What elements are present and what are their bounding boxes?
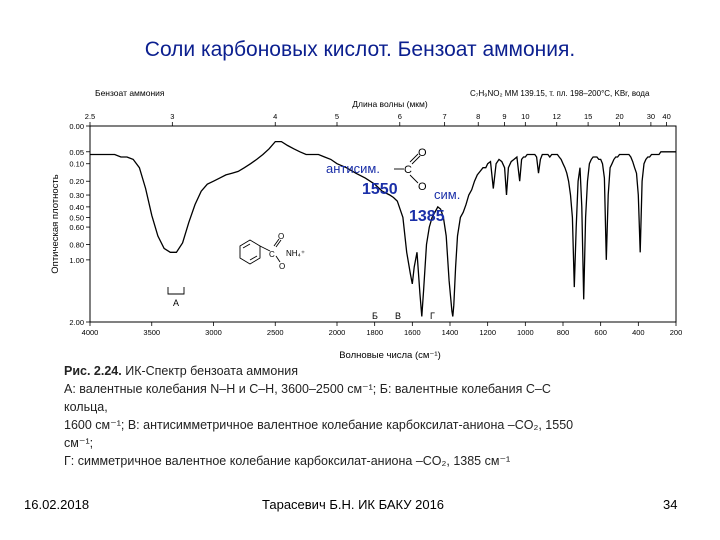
x-tick-label: 1000 (516, 328, 534, 337)
top-tick-label: 15 (583, 112, 593, 121)
x-tick-label: 800 (556, 328, 570, 337)
x-tick-label: 4000 (81, 328, 99, 337)
y-tick-label: 0.80 (69, 240, 84, 250)
caption-title: ИК-Спектр бензоата аммония (121, 364, 298, 378)
top-axis-ticks (85, 112, 671, 126)
sym-label: сим. (434, 187, 461, 202)
molecule-o-top: O (278, 232, 285, 241)
top-tick-label: 3 (170, 112, 175, 121)
top-tick-label: 7 (442, 112, 447, 121)
y-axis-title: Оптическая плотность (50, 174, 61, 274)
top-tick-label: 6 (397, 112, 402, 121)
benzoate-molecule (240, 239, 281, 264)
x-tick-label: 400 (632, 328, 645, 337)
top-tick-label: 9 (502, 112, 507, 121)
top-tick-label: 5 (334, 112, 340, 121)
top-tick-label: 40 (662, 112, 671, 121)
y-tick-label: 0.00 (69, 122, 84, 131)
wavenumber-1550: 1550 (362, 181, 398, 198)
antisym-label: антисим. (326, 161, 380, 176)
carboxylate-o-bottom: O (418, 181, 427, 193)
molecule-o-bottom: O (279, 262, 286, 271)
x-tick-label: 1200 (479, 328, 497, 337)
formula-info: C₇H₉NO₂ MM 139.15, т. пл. 198–200°С, KBr, вода (470, 89, 650, 98)
caption-line-1: А: валентные колебания N–H и C–H, 3600–2500 см⁻¹; Б: валентные колебания С–С кольца, (64, 382, 551, 414)
plot-frame (90, 126, 676, 322)
top-axis-label: Длина волны (мкм) (352, 99, 428, 109)
figure-caption (64, 362, 584, 470)
y-tick-label: 0.20 (69, 177, 84, 187)
y-tick-label: 0.05 (69, 147, 84, 157)
caption-figure-number: Рис. 2.24. (64, 364, 122, 378)
molecule-c: C (269, 250, 275, 259)
top-tick-label: 20 (615, 112, 624, 121)
top-tick-label: 4 (273, 112, 278, 121)
band-a-label: А (173, 298, 180, 308)
ir-spectrum-chart (50, 82, 700, 362)
x-axis-title: Волновые числа (см⁻¹) (339, 350, 441, 361)
y-tick-label: 1.00 (69, 255, 84, 265)
y-tick-label: 0.50 (69, 213, 84, 223)
footer-date: 16.02.2018 (24, 497, 90, 512)
carboxylate-o-top: O (418, 147, 427, 159)
x-tick-label: 600 (594, 328, 607, 337)
caption-line-2: 1600 см⁻¹; В: антисимметричное валентное колебание карбоксилат-аниона –CO₂, 1550 см⁻¹; (64, 418, 574, 450)
y-tick-label: 0.60 (69, 223, 84, 233)
ammonium-ion: NH₄⁺ (286, 249, 306, 258)
footer-page-number: 34 (663, 497, 678, 512)
top-tick-label: 8 (476, 112, 481, 121)
x-tick-label: 1600 (403, 328, 421, 337)
top-tick-label: 2.5 (84, 112, 96, 121)
top-tick-label: 12 (552, 112, 561, 121)
band-g-label: Г (430, 311, 435, 321)
x-tick-label: 2000 (328, 328, 346, 337)
spectrum-label: Бензоат аммония (95, 88, 165, 98)
x-tick-label: 1400 (441, 328, 459, 337)
top-tick-label: 10 (521, 112, 530, 121)
band-v-label: В (395, 311, 402, 321)
bottom-axis-ticks (82, 322, 683, 337)
wavenumber-1385: 1385 (409, 208, 445, 225)
x-tick-label: 3500 (143, 328, 161, 337)
y-tick-label: 2.00 (69, 318, 84, 327)
y-axis-ticks (69, 122, 90, 327)
y-tick-label: 0.40 (69, 202, 84, 212)
y-tick-label: 0.10 (69, 159, 84, 169)
band-a-marker (168, 287, 184, 308)
footer-author: Тарасевич Б.Н. ИК БАКУ 2016 (262, 497, 445, 512)
spectrum-line (90, 142, 676, 317)
x-tick-label: 3000 (205, 328, 222, 337)
x-tick-label: 200 (669, 328, 683, 337)
carboxylate-c: C (404, 164, 412, 176)
y-tick-label: 0.30 (69, 191, 84, 201)
top-tick-label: 30 (646, 112, 656, 121)
caption-line-3: Г: симметричное валентное колебание карбоксилат-аниона –CO₂, 1385 см⁻¹ (64, 454, 511, 468)
slide-title: Соли карбоновых кислот. Бензоат аммония. (144, 38, 576, 61)
x-tick-label: 1800 (366, 328, 384, 337)
band-b-label: Б (372, 311, 378, 321)
x-tick-label: 2500 (266, 328, 284, 337)
